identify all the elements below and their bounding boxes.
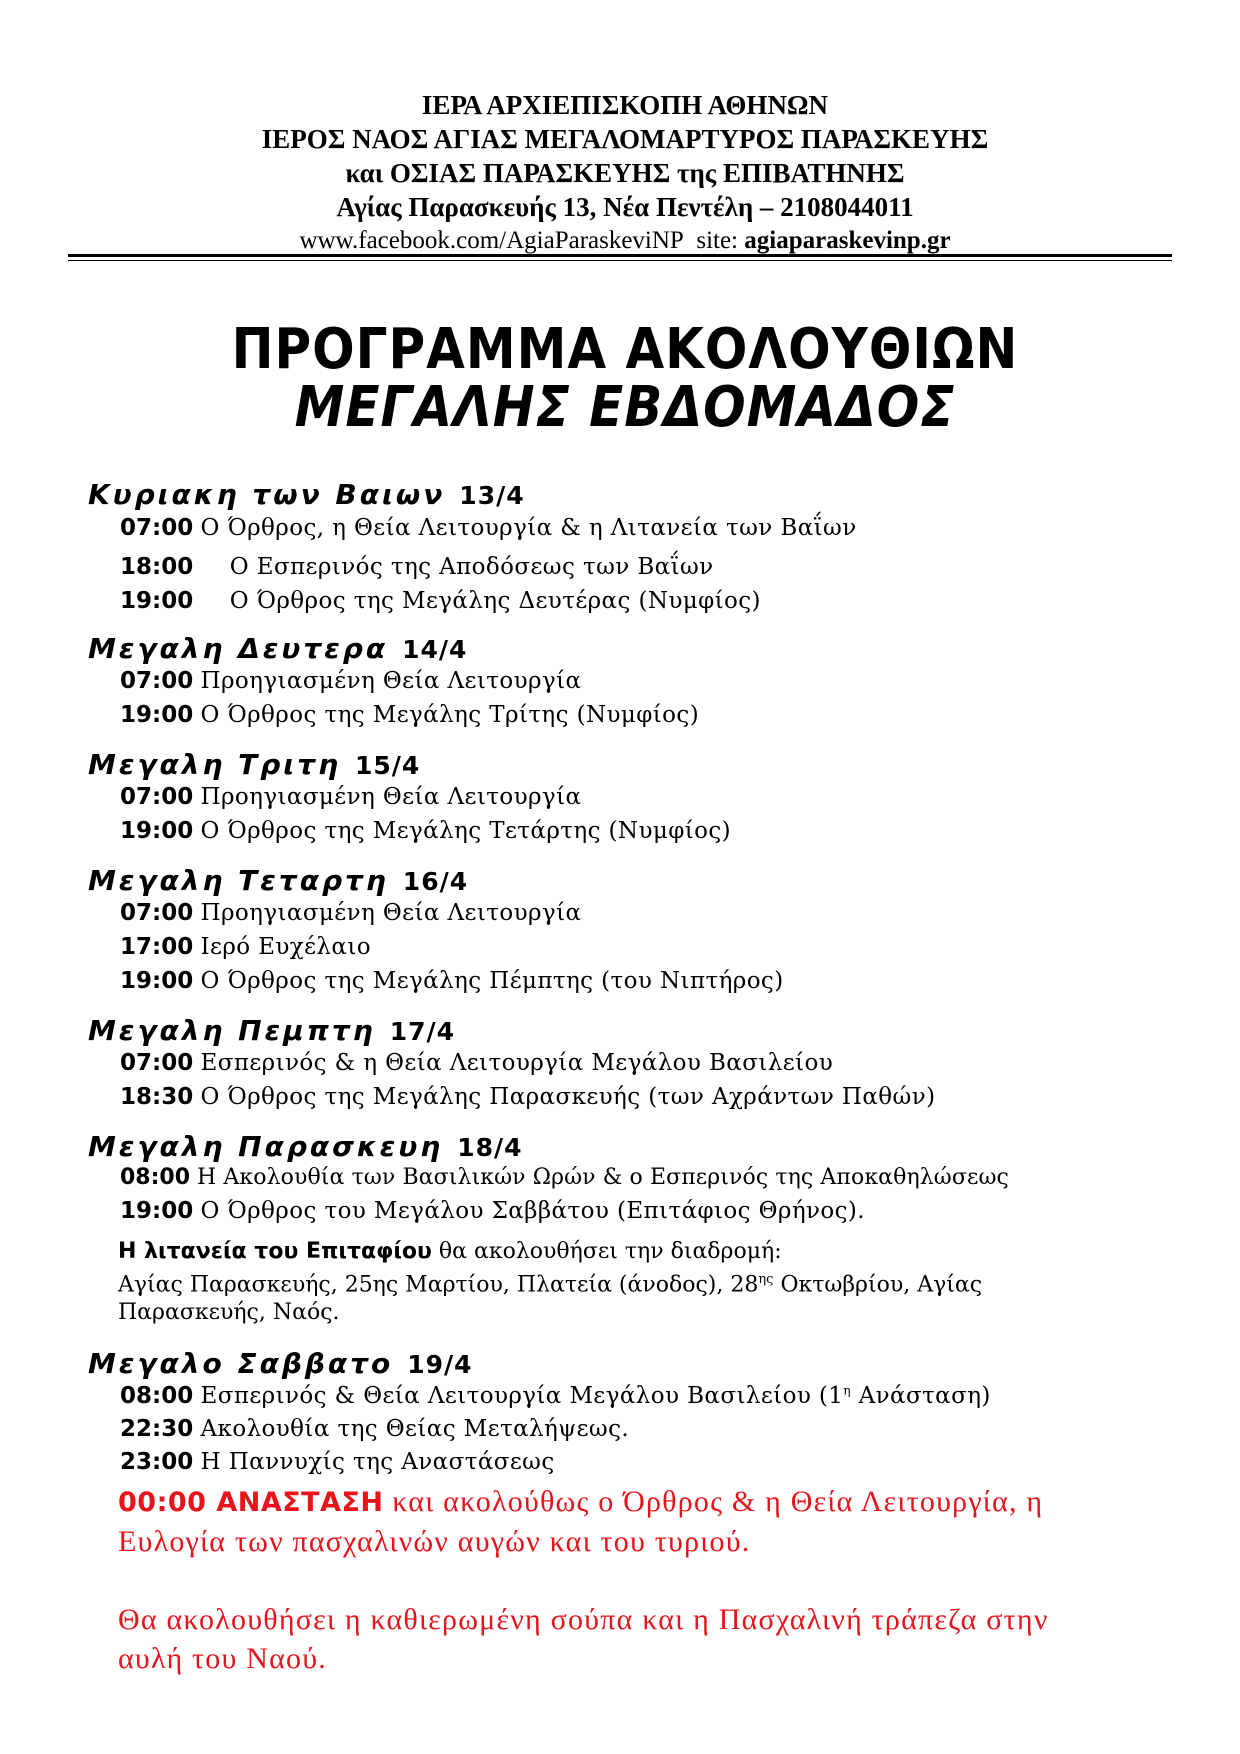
service-desc: Ο Όρθρος της Μεγάλης Παρασκευής (των Αχράντων Παθών) (200, 1084, 936, 1110)
service-desc: Ο Όρθρος της Μεγάλης Τρίτης (Νυμφίος) (200, 702, 700, 728)
service-time: 19:00 (120, 818, 194, 844)
day-date: 17/4 (389, 1017, 456, 1046)
day-heading-palm-sunday (88, 478, 525, 511)
procession-note-bold: Η λιτανεία του Επιταφίου (118, 1239, 432, 1264)
service-row (120, 1165, 1009, 1190)
service-time: 19:00 (120, 1198, 194, 1224)
service-desc: Η Ακολουθία των Βασιλικών Ωρών & ο Εσπερινός της Αποκαθηλώσεως (197, 1165, 1009, 1190)
service-time: 19:00 (120, 968, 194, 994)
service-time: 08:00 (120, 1383, 194, 1409)
soup-note: Θα ακολουθήσει η καθιερωμένη σούπα και η Πασχαλινή τράπεζα στην αυλή του Ναού. (118, 1603, 1049, 1675)
page-title: ΠΡΟΓΡΑΜΜΑ ΑΚΟΛΟΥΘΙΩΝ (231, 316, 1019, 382)
procession-route-a: Αγίας Παρασκευής, 25ης Μαρτίου, Πλατεία (άνοδος), 28 (118, 1272, 759, 1298)
service-desc: Ο Όρθρος της Μεγάλης Δευτέρας (Νυμφίος) (229, 588, 761, 614)
day-name: Μεγαλη Παρασκευη (88, 1130, 444, 1163)
service-desc-b: Ανάσταση) (850, 1383, 991, 1409)
header-rule-thick (68, 254, 1172, 257)
service-desc: Προηγιασμένη Θεία Λειτουργία (200, 668, 582, 694)
church-address: Αγίας Παρασκευής 13, Νέα Πεντέλη – 2108044011 (336, 192, 914, 222)
service-time: 07:00 (120, 668, 194, 694)
service-desc: Προηγιασμένη Θεία Λειτουργία (200, 784, 582, 810)
page-subtitle: ΜΕΓΑΛΗΣ ΕΒΔΟΜΑΔΟΣ (294, 374, 956, 440)
service-row (120, 818, 731, 844)
procession-route-b: Οκτωβρίου, Αγίας Παρασκευής, Ναός. (118, 1272, 983, 1326)
service-desc: Ακολουθία της Θείας Μεταλήψεως. (200, 1416, 630, 1442)
day-heading-great-wednesday (88, 864, 468, 897)
day-name: Μεγαλη Πεμπτη (88, 1014, 376, 1047)
service-row (120, 668, 581, 694)
header-rule-thin (68, 260, 1172, 261)
service-desc: Ο Όρθρος του Μεγάλου Σαββάτου (Επιτάφιος Θρήνος). (200, 1198, 866, 1224)
service-desc: Ο Όρθρος, η Θεία Λειτουργία & η Λιτανεία των Βαΐων (200, 515, 857, 541)
service-time: 07:00 (120, 784, 194, 810)
service-time: 07:00 (120, 900, 194, 926)
service-row (120, 900, 581, 926)
procession-note-text: θα ακολουθήσει την διαδρομή: (431, 1239, 782, 1264)
day-name: Μεγαλη Δευτερα (88, 632, 389, 665)
service-time: 22:30 (120, 1416, 194, 1442)
day-date: 19/4 (407, 1350, 473, 1379)
service-row (120, 968, 784, 994)
service-row (120, 515, 857, 541)
service-row (120, 1198, 865, 1224)
service-row (120, 588, 761, 614)
service-time: 08:00 (120, 1165, 191, 1190)
site-label: site: (696, 227, 739, 254)
archdiocese-name: ΙΕΡΑ ΑΡΧΙΕΠΙΣΚΟΠΗ ΑΘΗΝΩΝ (421, 90, 829, 120)
service-row (120, 1050, 833, 1076)
service-desc: Ιερό Ευχέλαιο (200, 934, 372, 960)
day-date: 13/4 (459, 481, 525, 510)
service-time: 23:00 (120, 1449, 194, 1475)
service-time: 18:30 (120, 1084, 194, 1110)
service-desc (201, 1383, 991, 1409)
service-time: 18:00 (120, 554, 194, 580)
service-row (120, 934, 371, 960)
day-name: Μεγαλη Τεταρτη (88, 864, 389, 897)
resurrection-note (118, 1482, 1078, 1561)
day-date: 16/4 (402, 867, 469, 896)
church-name: ΙΕΡΟΣ ΝΑΟΣ ΑΓΙΑΣ ΜΕΓΑΛΟΜΑΡΤΥΡΟΣ ΠΑΡΑΣΚΕΥΗΣ (261, 124, 989, 154)
service-row (120, 784, 581, 810)
service-desc: Η Παννυχίς της Αναστάσεως (200, 1449, 555, 1475)
service-desc-a: Εσπερινός & Θεία Λειτουργία Μεγάλου Βασιλείου (1 (200, 1383, 844, 1409)
day-heading-holy-saturday (88, 1347, 473, 1380)
day-date: 15/4 (355, 751, 421, 780)
service-desc: Ο Εσπερινός της Αποδόσεως των Βαΐων (229, 554, 714, 580)
service-time: 17:00 (120, 934, 194, 960)
facebook-link[interactable]: www.facebook.com/AgiaParaskeviNP (299, 227, 684, 254)
procession-route-sup: ης (758, 1272, 774, 1287)
service-desc: Ο Όρθρος της Μεγάλης Τετάρτης (Νυμφίος) (200, 818, 732, 844)
service-desc: Εσπερινός & η Θεία Λειτουργία Μεγάλου Βασιλείου (200, 1050, 834, 1076)
service-time: 07:00 (120, 1050, 194, 1076)
day-name: Μεγαλο Σαββατο (88, 1347, 394, 1380)
service-time: 19:00 (120, 702, 194, 728)
resurrection-text: και ακολούθως ο Όρθρος & η Θεία Λειτουργία, η Ευλογία των πασχαλινών αυγών και του τυριού. (118, 1485, 1044, 1558)
day-heading-great-thursday (88, 1014, 455, 1047)
procession-note (118, 1238, 1128, 1327)
church-header (60, 88, 1190, 258)
day-heading-great-monday (88, 632, 467, 665)
service-row (120, 702, 699, 728)
service-row (120, 1449, 555, 1475)
day-date: 18/4 (457, 1133, 523, 1162)
site-link[interactable]: agiaparaskevinp.gr (744, 227, 951, 254)
day-name: Κυριακη των Βαιων (88, 478, 446, 511)
service-time: 19:00 (120, 588, 194, 614)
service-row (120, 1383, 991, 1409)
service-desc: Προηγιασμένη Θεία Λειτουργία (200, 900, 582, 926)
day-heading-great-tuesday (88, 748, 420, 781)
day-name: Μεγαλη Τριτη (88, 748, 342, 781)
service-time: 07:00 (120, 515, 194, 541)
service-row (120, 554, 714, 580)
service-row (120, 1084, 935, 1110)
web-links (60, 224, 1190, 258)
resurrection-time: 00:00 ΑΝΑΣΤΑΣΗ (118, 1487, 384, 1518)
service-desc: Ο Όρθρος της Μεγάλης Πέμπτης (του Νιπτήρος) (200, 968, 784, 994)
day-heading-great-friday (88, 1130, 523, 1163)
day-date: 14/4 (402, 635, 468, 664)
church-name-cont: και ΟΣΙΑΣ ΠΑΡΑΣΚΕΥΗΣ της ΕΠΙΒΑΤΗΝΗΣ (345, 158, 905, 188)
service-row (120, 1416, 629, 1442)
service-desc-sup: η (843, 1383, 851, 1398)
